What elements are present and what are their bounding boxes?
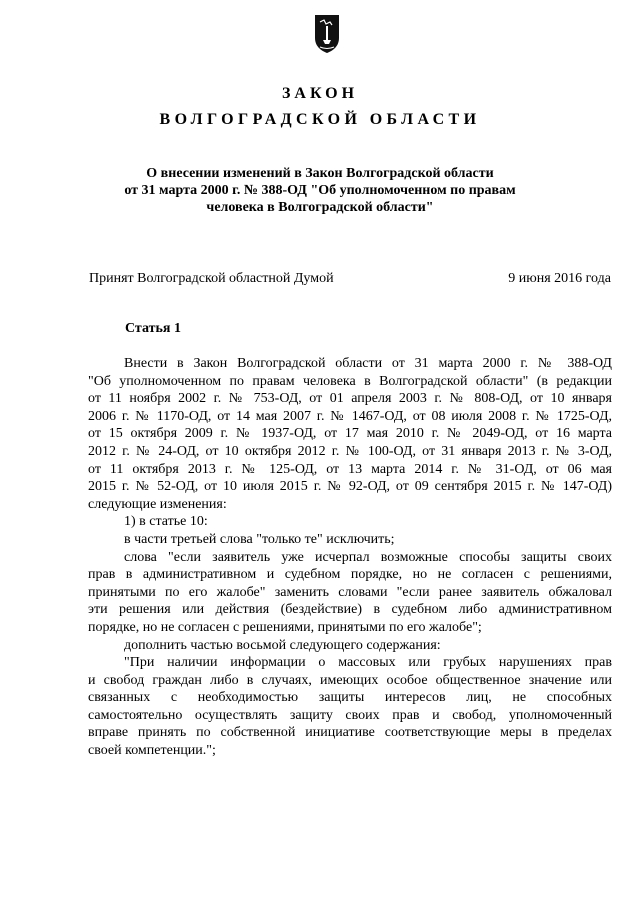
article-line: от 11 октября 2013 г. № 125-ОД, от 13 марта 2014 г. № 31-ОД, от 06 мая: [88, 461, 612, 477]
article-line: и свобод граждан либо в случаях, имеющих особое общественное значение или: [88, 672, 612, 688]
law-subtitle: [0, 165, 640, 216]
article-line: 2006 г. № 1170-ОД, от 14 мая 2007 г. № 1467-ОД, от 08 июля 2008 г. № 1725-ОД,: [88, 408, 612, 424]
volgograd-coat-of-arms-icon: [314, 14, 340, 54]
article-heading: Статья 1: [125, 321, 181, 336]
article-line: "При наличии информации о массовых или грубых нарушениях прав: [124, 655, 612, 671]
adoption-info: [89, 271, 611, 288]
adoption-date: 9 июня 2016 года: [508, 271, 611, 286]
article-body: [88, 355, 612, 760]
article-line: 2012 г. № 24-ОД, от 10 октября 2012 г. № 100-ОД, от 31 января 2013 г. № 3-ОД,: [88, 443, 612, 459]
subtitle-line: человека в Волгоградской области": [206, 200, 434, 215]
article-line: 1) в статье 10:: [124, 514, 208, 530]
article-line: вправе принять по собственной инициативе соответствующие меры в пределах: [88, 725, 612, 741]
article-line: связанных с необходимостью защиты интересов лиц, не способных: [88, 690, 612, 706]
article-line: в части третьей слова "только те" исключить;: [124, 531, 395, 547]
article-line: прав в административном и судебном порядке, но не согласен с решениями,: [88, 567, 612, 583]
article-line: слова "если заявитель уже исчерпал возможные способы защиты своих: [124, 549, 612, 565]
law-region-title: ВОЛГОГРАДСКОЙ ОБЛАСТИ: [159, 111, 481, 128]
article-line: принятыми по его жалобе" заменить словами "если ранее заявитель обжаловал: [88, 584, 612, 600]
adopted-by-text: Принят Волгоградской областной Думой: [89, 271, 334, 286]
subtitle-line: О внесении изменений в Закон Волгоградской области: [146, 166, 494, 181]
article-line: своей компетенции.";: [88, 743, 216, 759]
article-line: 2015 г. № 52-ОД, от 10 июля 2015 г. № 92-ОД, от 09 сентября 2015 г. № 147-ОД): [88, 479, 612, 495]
article-line: следующие изменения:: [88, 496, 227, 512]
article-line: порядке, но не согласен с решениями, принятыми по его жалобе";: [88, 619, 482, 635]
article-line: "Об уполномоченном по правам человека в Волгоградской области" (в редакции: [88, 373, 612, 389]
law-title: ЗАКОН: [281, 85, 359, 102]
article-line: эти решения или действия (бездействие) в судебном либо административном: [88, 602, 612, 618]
article-line: от 15 октября 2009 г. № 1937-ОД, от 17 мая 2010 г. № 2049-ОД, от 16 марта: [88, 426, 612, 442]
article-line: Внести в Закон Волгоградской области от 31 марта 2000 г. № 388-ОД: [124, 356, 612, 371]
subtitle-line: от 31 марта 2000 г. № 388-ОД "Об уполномоченном по правам: [124, 183, 516, 198]
article-line: от 11 ноября 2002 г. № 753-ОД, от 01 апреля 2003 г. № 808-ОД, от 10 января: [88, 391, 612, 407]
article-line: дополнить частью восьмой следующего содержания:: [124, 637, 441, 653]
article-line: самостоятельно осуществлять защиту своих прав и свобод, уполномоченный: [88, 707, 612, 723]
